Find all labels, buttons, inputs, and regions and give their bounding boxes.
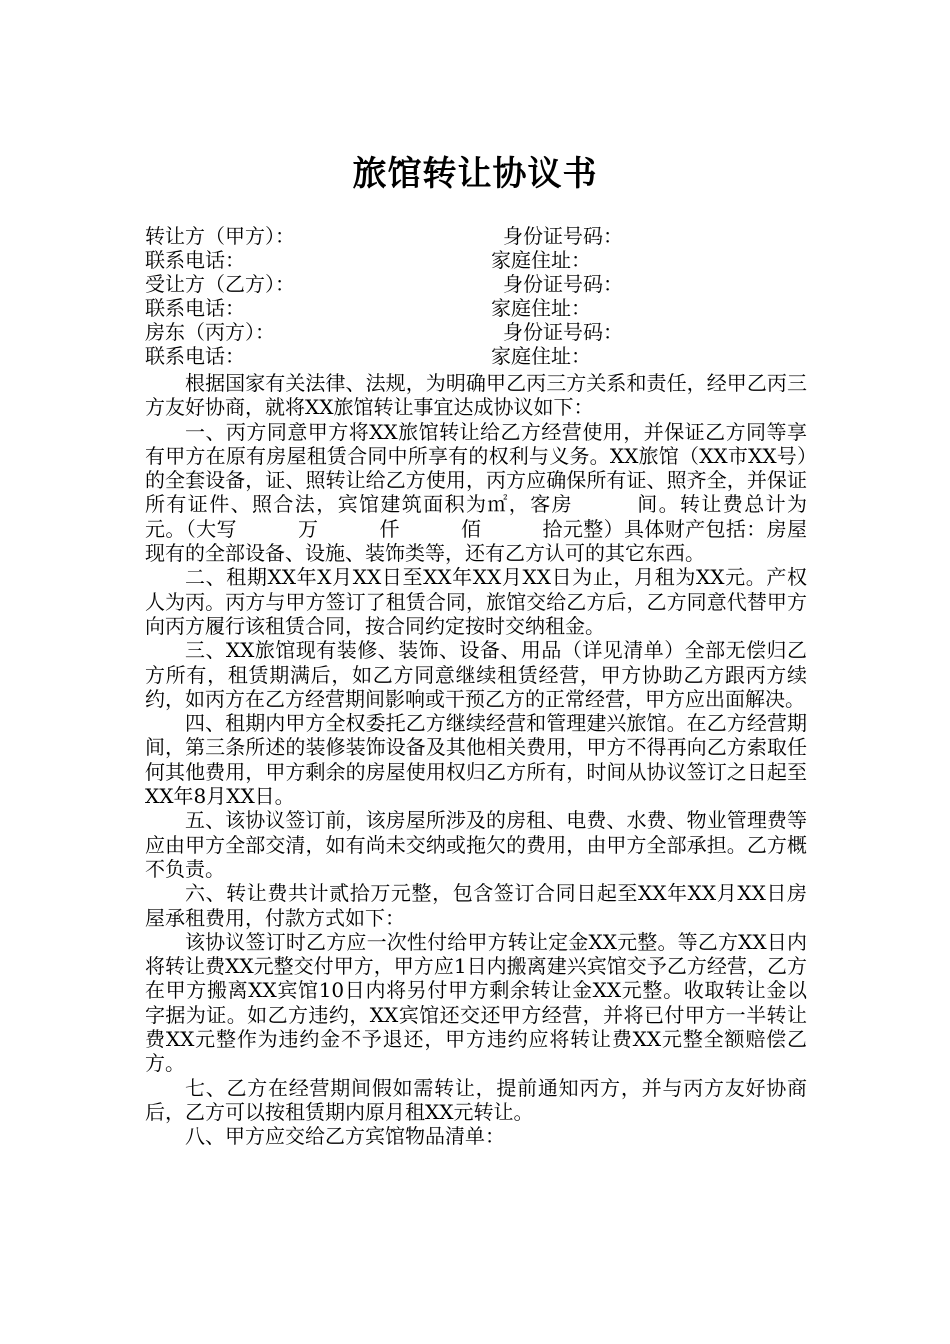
party-label: 转让方（甲方）： — [145, 224, 295, 248]
paragraph-clause-7: 七、乙方在经营期间假如需转让，提前通知丙方，并与丙方友好协商后，乙方可以按租赁期内原月租XX元转让。 — [145, 1075, 807, 1124]
party-info-block — [145, 224, 810, 368]
party-field: 家庭住址： — [491, 344, 591, 368]
paragraph-clause-8: 八、甲方应交给乙方宾馆物品清单： — [185, 1124, 505, 1149]
party-label: 受让方（乙方）： — [145, 272, 295, 296]
party-row — [145, 224, 810, 248]
paragraph-clause-6: 六、转让费共计贰拾万元整，包含签订合同日起至XX年XX月XX日房屋承租费用，付款方式如下： — [145, 881, 807, 930]
party-label: 联系电话： — [145, 296, 245, 320]
party-row — [145, 344, 810, 368]
paragraph-clause-2: 二、租期XX年X月XX日至XX年XX月XX日为止，月租为XX元。产权人为丙。丙方与甲方签订了租赁合同，旅馆交给乙方后，乙方同意代替甲方向丙方履行该租赁合同，按合同约定按时交纳租金。 — [145, 565, 807, 638]
paragraph-clause-3: 三、XX旅馆现有装修、装饰、设备、用品（详见清单）全部无偿归乙方所有，租赁期满后，如乙方同意继续租赁经营，甲方协助乙方跟丙方续约，如丙方在乙方经营期间影响或干预乙方的正常经营，甲方应出面解决。 — [145, 638, 807, 711]
party-row — [145, 320, 810, 344]
paragraph-clause-1: 一、丙方同意甲方将XX旅馆转让给乙方经营使用，并保证乙方同等享有甲方在原有房屋租赁合同中所享有的权利与义务。XX旅馆（XX市XX号）的全套设备，证、照转让给乙方使用，丙方应确保所有证、照齐全，并保证所有证件、照合法，宾馆建筑面积为㎡，客房 间。转让费总计为 元。（大写 万 仟 佰 拾元整）具体财产包括：房屋现有的全部设备、设施、装饰类等，还有乙方认可的其它东西。 — [145, 419, 887, 566]
paragraph-payment-terms: 该协议签订时乙方应一次性付给甲方转让定金XX元整。等乙方XX日内将转让费XX元整交付甲方，甲方应1日内搬离建兴宾馆交予乙方经营，乙方在甲方搬离XX宾馆10日内将另付甲方剩余转让金XX元整。收取转让金以字据为证。如乙方违约，XX宾馆还交还甲方经营，并将已付甲方一半转让费XX元整作为违约金不予退还，甲方违约应将转让费XX元整全额赔偿乙方。 — [145, 929, 807, 1076]
party-row — [145, 296, 810, 320]
document-title: 旅馆转让协议书 — [352, 154, 598, 194]
party-label: 联系电话： — [145, 344, 245, 368]
paragraph-clause-5: 五、该协议签订前，该房屋所涉及的房租、电费、水费、物业管理费等应由甲方全部交清，如有尚未交纳或拖欠的费用，由甲方全部承担。乙方概不负责。 — [145, 808, 807, 881]
paragraph-preamble: 根据国家有关法律、法规，为明确甲乙丙三方关系和责任，经甲乙丙三方友好协商，就将XX旅馆转让事宜达成协议如下： — [145, 371, 807, 420]
party-label: 联系电话： — [145, 248, 245, 272]
party-field: 家庭住址： — [491, 296, 591, 320]
paragraph-clause-4: 四、租期内甲方全权委托乙方继续经营和管理建兴旅馆。在乙方经营期间，第三条所述的装修装饰设备及其他相关费用，甲方不得再向乙方索取任何其他费用，甲方剩余的房屋使用权归乙方所有，时间从协议签订之日起至XX年8月XX日。 — [145, 711, 807, 809]
party-row — [145, 248, 810, 272]
party-field: 身份证号码： — [503, 224, 623, 248]
party-field: 家庭住址： — [491, 248, 591, 272]
party-label: 房东（丙方）： — [145, 320, 275, 344]
party-field: 身份证号码： — [503, 320, 623, 344]
party-field: 身份证号码： — [503, 272, 623, 296]
party-row — [145, 272, 810, 296]
agreement-body — [145, 371, 887, 1149]
